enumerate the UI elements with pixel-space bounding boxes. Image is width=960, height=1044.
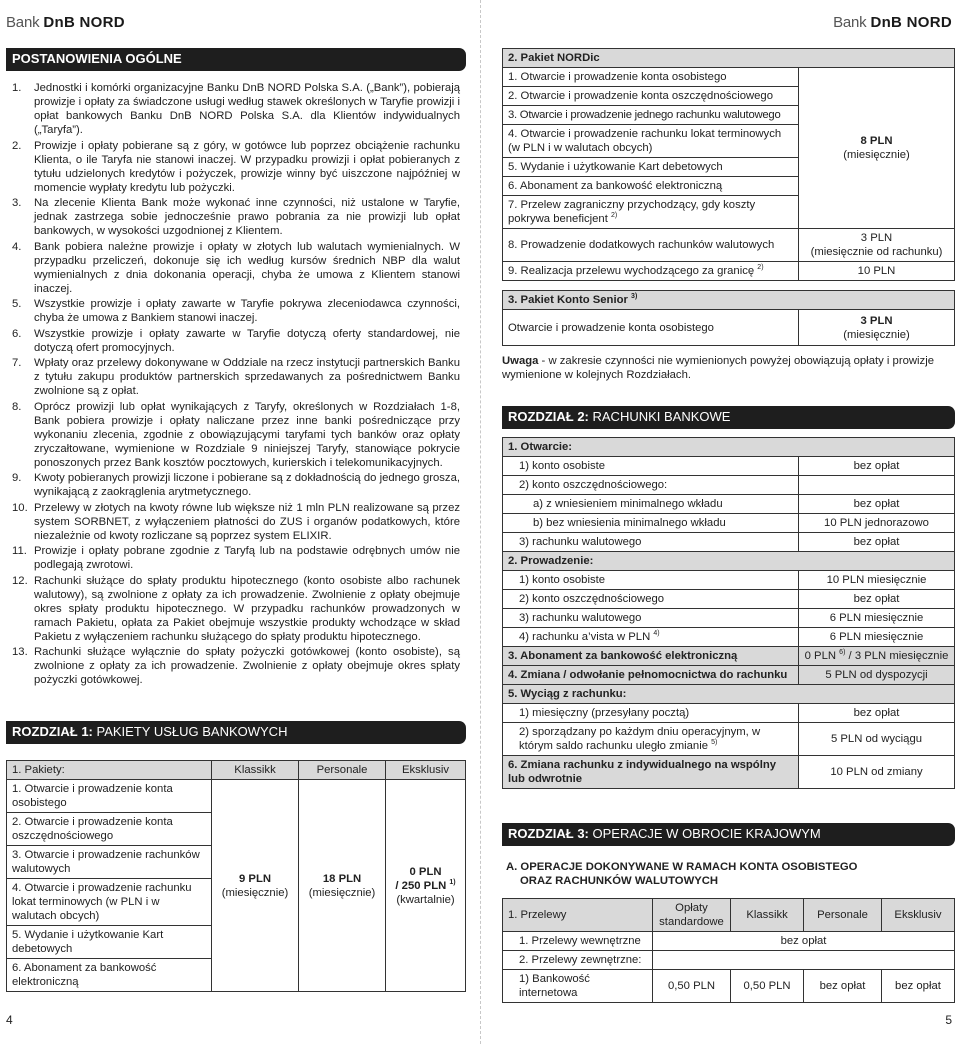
table-row <box>503 533 955 552</box>
table-row <box>503 628 955 647</box>
transfers-table <box>502 898 955 1003</box>
rule-text: Rachunki służące do spłaty produktu hipotecznego (konto osobiste albo rachunek walutowy), są zwolnione z opłaty za ich prowadzenie. Zwolnienie z opłaty obejmuje okres spłaty produktu hipotecznego. W przypadku rachunków prowadzonych w ramach Pakietu, opłata za Pakiet obejmuje wszystkie produkty wchodzące w skład Pakietu z wyłączeniem rachunku służącego do spłaty produktu hipotecznego. <box>34 574 460 643</box>
rule-item <box>12 327 460 355</box>
account-fee: 10 PLN jednorazowo <box>799 514 955 533</box>
nordic-item: 2. Otwarcie i prowadzenie konta oszczędnościowego <box>503 87 799 106</box>
accounts-section-e-banking: 3. Abonament za bankowość elektroniczną <box>503 647 799 666</box>
rule-item <box>12 501 460 543</box>
klassikk-price-cell: 9 PLN (miesięcznie) <box>212 780 299 992</box>
rule-text: Przelewy w złotych na kwoty równe lub większe niż 1 mln PLN realizowane są przez system SORBNET, z wyłączeniem płatności do ZUS i organów podatkowych, które niezależnie od kwoty rozliczane są poprzez system ELIXIR. <box>34 501 460 542</box>
rule-text: Bank pobiera należne prowizje i opłaty w złotych lub walutach wymienialnych. W przypadku przeliczeń, dokonuje się ich według kursów średnich NBP dla walut wymienialnych z dnia dokonania operacji, chyba że umowa z Klientem stanowi inaczej. <box>34 240 460 295</box>
rule-text: Rachunki służące wyłącznie do spłaty pożyczki gotówkowej (konto osobiste), są zwolnione z opłaty za ich prowadzenie. Zwolnienie z opłaty obejmuje okres spłaty pożyczki gotówkowej. <box>34 646 460 687</box>
chapter-1-title: ROZDZIAŁ 1: PAKIETY USŁUG BANKOWYCH <box>6 721 466 744</box>
table-row <box>503 262 955 281</box>
transfer-fee-empty <box>653 951 955 970</box>
account-item: a) z wniesieniem minimalnego wkładu <box>503 495 799 514</box>
account-fee: 6 PLN miesięcznie <box>799 628 955 647</box>
account-item: 2) konto oszczędnościowego <box>503 590 799 609</box>
subsection-a-heading: A. OPERACJE DOKONYWANE W RAMACH KONTA OSOBISTEGO ORAZ RACHUNKÓW WALUTOWYCH <box>506 861 858 888</box>
account-fee: 0 PLN $^{6)}$ / 3 PLN miesięcznie <box>799 647 955 666</box>
account-fee: bez opłat <box>799 590 955 609</box>
rule-item <box>12 544 460 572</box>
table-row <box>503 647 955 666</box>
account-fee <box>799 476 955 495</box>
nordic-item: 4. Otwarcie i prowadzenie rachunku lokat terminowych (w PLN i w walutach obcych) <box>503 125 799 158</box>
rule-number: 7. <box>12 357 22 370</box>
nordic-item: 3. Otwarcie i prowadzenie jednego rachunku walutowego <box>503 106 799 125</box>
nordic-item: 9. Realizacja przelewu wychodzącego za granicę $^{2)}$ <box>503 262 799 281</box>
transfer-fee: bez opłat <box>653 932 955 951</box>
table-row <box>503 49 955 68</box>
account-item: b) bez wniesienia minimalnego wkładu <box>503 514 799 533</box>
transfer-item: 2. Przelewy zewnętrzne: <box>503 951 653 970</box>
rule-number: 10. <box>12 501 28 514</box>
accounts-section-power-of-attorney: 4. Zmiana / odwołanie pełnomocnictwa do rachunku <box>503 666 799 685</box>
nordic-item: 8. Prowadzenie dodatkowych rachunków walutowych <box>503 229 799 262</box>
account-fee: 6 PLN miesięcznie <box>799 609 955 628</box>
transfers-header-standard: Opłaty standardowe <box>653 899 731 932</box>
packages-item: 2. Otwarcie i prowadzenie konta oszczędnościowego <box>7 813 212 846</box>
table-row <box>503 438 955 457</box>
table-row <box>503 457 955 476</box>
packages-header-label: 1. Pakiety: <box>7 761 212 780</box>
transfer-fee: 0,50 PLN <box>731 970 804 1003</box>
accounts-section-change: 6. Zmiana rachunku z indywidualnego na wspólny lub odwrotnie <box>503 756 799 789</box>
table-row <box>503 723 955 756</box>
rule-item <box>12 139 460 195</box>
accounts-section-maintenance: 2. Prowadzenie: <box>503 552 955 571</box>
page-number-right: 5 <box>945 1013 952 1027</box>
rule-text: Oprócz prowizji lub opłat wynikających z Taryfy, określonych w Rozdziałach 1-8, Bank pobiera prowizje i opłaty naliczane przez inne banki pośredniczące przy wykonaniu zlecenia, zgodnie z obowiązującymi taryfami tych banków oraz opłaty zryczałtowane, wymienione w Rozdziale 9 niniejszej Taryfy, stanowiące pokrycie ponoszonych przez Bank kosztów pocztowych, kurierskich i telekomunikacyjnych. <box>34 400 460 469</box>
transfers-header-label: 1. Przelewy <box>503 899 653 932</box>
nordic-row9-price: 10 PLN <box>799 262 955 281</box>
account-fee: 10 PLN od zmiany <box>799 756 955 789</box>
rule-text: Wszystkie prowizje i opłaty zawarte w Taryfie pokrywa zleceniodawca czynności, chyba że umowa z Bankiem stanowi inaczej. <box>34 298 460 325</box>
rule-number: 11. <box>12 545 27 558</box>
nordic-price-cell: 8 PLN (miesięcznie) <box>799 68 955 229</box>
account-fee: bez opłat <box>799 533 955 552</box>
rule-number: 9. <box>12 472 22 485</box>
nordic-title: 2. Pakiet NORDic <box>503 49 955 68</box>
senior-price-cell: 3 PLN (miesięcznie) <box>799 310 955 346</box>
accounts-section-opening: 1. Otwarcie: <box>503 438 955 457</box>
table-row <box>503 704 955 723</box>
rule-text: Wpłaty oraz przelewy dokonywane w Oddziale na rzecz instytucji partnerskich Banku z tytułu zakupu produktów partnerskich sprzedawanych za pośrednictwem Banku zwolnione są z opłat. <box>34 357 460 398</box>
rule-item <box>12 471 460 499</box>
table-row <box>503 685 955 704</box>
rule-text: Na zlecenie Klienta Bank może wykonać inne czynności, niż ustalone w Taryfie, jednak zastrzega sobie jednocześnie prawo pobrania za nie prowizji lub opłat bankowych, w wysokości uzgodnionej z Klientem. <box>34 197 460 238</box>
rule-number: 2. <box>12 139 22 152</box>
table-row <box>503 552 955 571</box>
packages-header-eksklusiv: Eksklusiv <box>386 761 466 780</box>
nordic-package-table <box>502 48 955 281</box>
packages-item: 5. Wydanie i użytkowanie Kart debetowych <box>7 926 212 959</box>
rule-text: Prowizje i opłaty pobrane zgodnie z Taryfą lub na podstawie odrębnych umów nie podlegają zwrotowi. <box>34 545 460 572</box>
eksklusiv-price-cell: 0 PLN / 250 PLN $^{1)}$ (kwartalnie) <box>386 780 466 992</box>
personale-price-cell: 18 PLN (miesięcznie) <box>299 780 386 992</box>
table-row <box>503 291 955 310</box>
table-row <box>503 476 955 495</box>
senior-title: 3. Pakiet Konto Senior $^{3)}$ <box>503 291 955 310</box>
account-fee: 5 PLN od wyciągu <box>799 723 955 756</box>
general-rules-list <box>6 71 466 687</box>
table-row <box>503 68 955 87</box>
account-item: 4) rachunku a’vista w PLN $^{4)}$ <box>503 628 799 647</box>
rule-number: 4. <box>12 240 22 253</box>
packages-item: 1. Otwarcie i prowadzenie konta osobistego <box>7 780 212 813</box>
packages-item: 6. Abonament za bankowość elektroniczną <box>7 959 212 992</box>
account-fee: 10 PLN miesięcznie <box>799 571 955 590</box>
transfers-header-eksklusiv: Eksklusiv <box>881 899 954 932</box>
accounts-table <box>502 437 955 789</box>
account-item: 1) konto osobiste <box>503 457 799 476</box>
table-row <box>503 666 955 685</box>
packages-item: 4. Otwarcie i prowadzenie rachunku lokat terminowych (w PLN i w walutach obcych) <box>7 879 212 926</box>
senior-package-table <box>502 290 955 346</box>
packages-header-personale: Personale <box>299 761 386 780</box>
page-number-left: 4 <box>6 1013 13 1027</box>
rule-item <box>12 400 460 470</box>
transfer-item: 1. Przelewy wewnętrzne <box>503 932 653 951</box>
account-item: 2) konto oszczędnościowego: <box>503 476 799 495</box>
section-title-general-provisions: POSTANOWIENIA OGÓLNE <box>6 48 466 71</box>
nordic-item: 5. Wydanie i użytkowanie Kart debetowych <box>503 158 799 177</box>
table-row <box>503 514 955 533</box>
nordic-item: 1. Otwarcie i prowadzenie konta osobistego <box>503 68 799 87</box>
right-page <box>502 48 955 1003</box>
accounts-section-statement: 5. Wyciąg z rachunku: <box>503 685 955 704</box>
rule-text: Jednostki i komórki organizacyjne Banku DnB NORD Polska S.A. („Bank”), pobierają prowizje i opłaty za świadczone usługi według stawek określonych w Taryfie prowizji i opłat bankowych Banku DnB NORD Polska S.A. dla Klientów indywidualnych („Taryfa”). <box>34 82 460 137</box>
account-item: 1) konto osobiste <box>503 571 799 590</box>
table-row <box>503 951 955 970</box>
rule-text: Kwoty pobieranych prowizji liczone i pobierane są z dokładnością do jednego grosza, wynikającą z zaokrąglenia arytmetycznego. <box>34 472 460 499</box>
account-item: 3) rachunku walutowego <box>503 533 799 552</box>
rule-number: 5. <box>12 298 22 311</box>
nordic-item: 6. Abonament za bankowość elektroniczną <box>503 177 799 196</box>
rule-number: 13. <box>12 646 28 659</box>
table-row <box>503 229 955 262</box>
chapter-2-title: ROZDZIAŁ 2: RACHUNKI BANKOWE <box>502 406 955 429</box>
packages-table <box>6 760 466 992</box>
rule-text: Prowizje i opłaty pobierane są z góry, w gotówce lub poprzez obciążenie rachunku Klienta, o ile Taryfa nie stanowi inaczej. W przypadku prowizji i opłat pobieranych z tytułu udzielonych kredytów i pożyczek, prowizje winny być uiszczone najpóźniej w momencie wypłaty kredytu lub pożyczki. <box>34 139 460 194</box>
account-fee: bez opłat <box>799 704 955 723</box>
table-row <box>503 571 955 590</box>
rule-number: 8. <box>12 400 22 413</box>
account-item: 1) miesięczny (przesyłany pocztą) <box>503 704 799 723</box>
chapter-3-title: ROZDZIAŁ 3: OPERACJE W OBROCIE KRAJOWYM <box>502 823 955 846</box>
rule-number: 6. <box>12 327 22 340</box>
rule-item <box>12 645 460 687</box>
rule-number: 12. <box>12 574 28 587</box>
table-row <box>503 932 955 951</box>
table-row <box>503 970 955 1003</box>
transfers-header-klassikk: Klassikk <box>731 899 804 932</box>
rule-text: Wszystkie prowizje i opłaty zawarte w Taryfie dotyczą oferty standardowej, nie dotyczą ofert promocyjnych. <box>34 327 460 354</box>
table-row <box>7 780 466 813</box>
table-row <box>503 609 955 628</box>
bank-logo-left: Bank DnB NORD <box>6 14 125 31</box>
senior-item: Otwarcie i prowadzenie konta osobistego <box>503 310 799 346</box>
rule-item <box>12 81 460 137</box>
page-divider <box>480 0 481 1044</box>
bank-logo-right: Bank DnB NORD <box>833 14 952 31</box>
nordic-row8-price: 3 PLN (miesięcznie od rachunku) <box>799 229 955 262</box>
account-fee: bez opłat <box>799 457 955 476</box>
rule-item <box>12 574 460 644</box>
transfer-fee: bez opłat <box>804 970 882 1003</box>
transfers-header-personale: Personale <box>804 899 882 932</box>
table-row <box>503 310 955 346</box>
rule-item <box>12 240 460 296</box>
rule-number: 1. <box>12 82 22 95</box>
transfer-fee: bez opłat <box>881 970 954 1003</box>
rule-item <box>12 297 460 325</box>
packages-item: 3. Otwarcie i prowadzenie rachunków walutowych <box>7 846 212 879</box>
account-item: 3) rachunku walutowego <box>503 609 799 628</box>
transfer-item: 1) Bankowość internetowa <box>503 970 653 1003</box>
transfer-fee: 0,50 PLN <box>653 970 731 1003</box>
rule-item <box>12 196 460 238</box>
note: Uwaga - w zakresie czynności nie wymienionych powyżej obowiązują opłaty i prowizje wymienione w kolejnych Rozdziałach. <box>502 355 934 381</box>
table-row <box>503 756 955 789</box>
rule-number: 3. <box>12 197 22 210</box>
left-page <box>6 48 466 992</box>
account-fee: 5 PLN od dyspozycji <box>799 666 955 685</box>
nordic-item: 7. Przelew zagraniczny przychodzący, gdy koszty pokrywa beneficjent $^{2)}$ <box>503 196 799 229</box>
account-fee: bez opłat <box>799 495 955 514</box>
packages-header-klassikk: Klassikk <box>212 761 299 780</box>
packages-header-row <box>7 761 466 780</box>
account-item: 2) sporządzany po każdym dniu operacyjnym, w którym saldo rachunku uległo zmianie $^{5)}$ <box>503 723 799 756</box>
table-row <box>503 495 955 514</box>
transfers-header-row <box>503 899 955 932</box>
rule-item <box>12 356 460 398</box>
table-row <box>503 590 955 609</box>
